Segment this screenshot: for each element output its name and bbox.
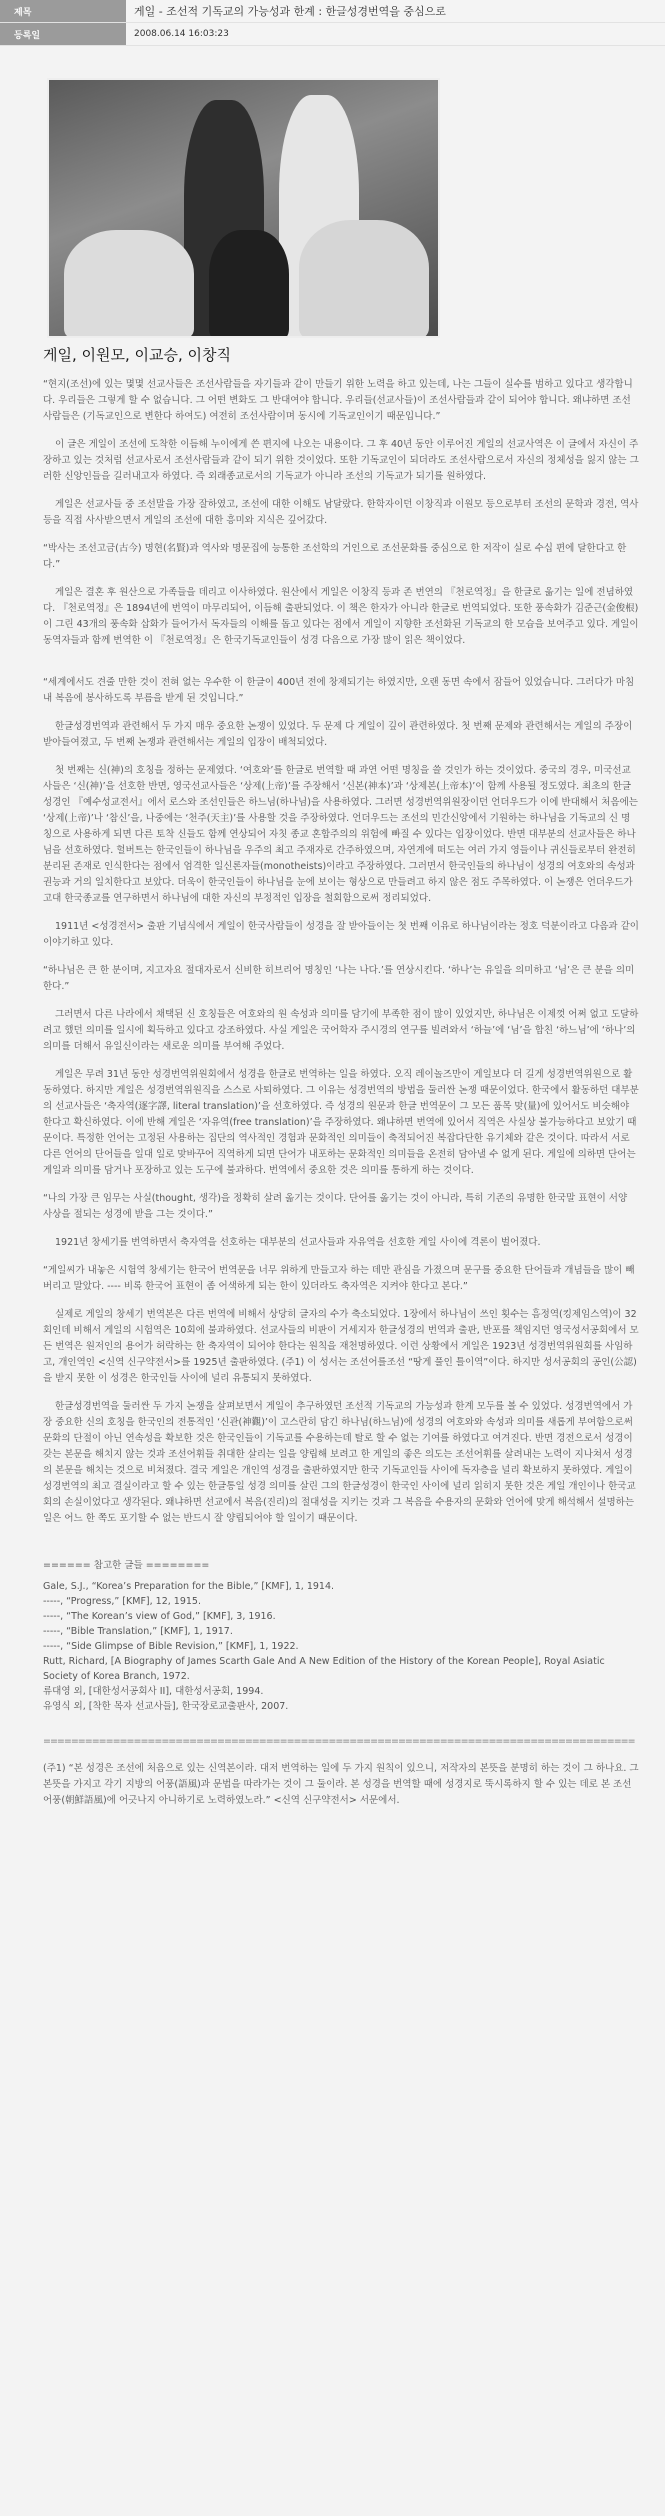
title-row <box>0 0 665 23</box>
reference-item: Gale, S.J., “Korea’s Preparation for the Bible,” [KMF], 1, 1914. <box>43 1581 335 1592</box>
post-title: 게일 - 조선적 기독교의 가능성과 한계 : 한글성경번역을 중심으로 <box>126 0 665 23</box>
reference-item: 유영식 외, [착한 목자 선교사들], 한국장로교출판사, 2007. <box>43 1701 289 1712</box>
date-label: 등록일 <box>0 23 126 46</box>
paragraph: 게일은 선교사들 중 조선말을 가장 잘하였고, 조선에 대한 이해도 남달랐다. 한학자이던 이창직과 이원모 등으로부터 조선의 문학과 경전, 역사 등을 직접 사사받으면서 게일의 조선에 대한 흥미와 지식은 깊어갔다. <box>43 499 639 526</box>
paragraph: “게일씨가 내놓은 시험역 창세기는 한국어 번역문을 너무 위하게 만들고자 하는 데만 관심을 가졌으며 문구를 중요한 단어들과 개념들을 많이 빼버리고 말았다. ---- 비록 한국어 표현이 좀 어색하게 되는 한이 있더라도 축자역은 지켜야 한다고 본다.” <box>43 1265 635 1292</box>
reference-item: Rutt, Richard, [A Biography of James Scarth Gale And A New Edition of the History of the Korean People], Royal Asiatic Society of Korea Branch, 1972. <box>43 1656 605 1682</box>
divider-rule: ===================================================================================== <box>43 1736 635 1747</box>
paragraph: “세계에서도 견줄 만한 것이 전혀 없는 우수한 이 한글이 400년 전에 창제되기는 하였지만, 오랜 동면 속에서 잠들어 있었습니다. 그러다가 마침내 복음에 봉사하도록 부름을 받게 된 것입니다.” <box>43 677 635 704</box>
reference-item: -----, “Side Glimpse of Bible Revision,” [KMF], 1, 1922. <box>43 1641 299 1652</box>
paragraph: 첫 번째는 신(神)의 호칭을 정하는 문제였다. ‘여호와’를 한글로 번역할 때 과연 어떤 명칭을 쓸 것인가 하는 것이었다. 중국의 경우, 미국선교사들은 ‘신(神)’을 선호한 반면, 영국선교사들은 ‘상제(上帝)’를 주장해서 ‘신본(神本)’과 ‘상제본(上帝本)’이 함께 사용될 정도였다. 최초의 한글성경인 『예수성교전서』에서 로스와 조선인들은 하느님(하나님)을 사용하였다. 그러면 성경번역위원장이던 언더우드가 이에 반대해서 처음에는 ‘상제(上帝)’나 ‘참신’을, 나중에는 ‘천주(天主)’를 사용할 것을 주장하였다. 언더우드는 조선의 민간신앙에서 기원하는 하나님을 기독교의 신 명칭으로 사용하게 되면 다른 토착 신들도 함께 연상되어 자칫 종교 혼합주의의 위험에 빠질 수 있다는 입장이었다. 반면 대부분의 선교사들은 하나님을 선호하였다. 헐버트는 한국인들이 하나님을 우주의 최고 주재자로 간주하였으며, 자연계에 떠도는 여러 가지 영들이나 귀신들로부터 완전히 분리된 존재로 인식한다는 점에서 엄격한 일신론자들(monotheists)이라고 주장하였다. 그러면서 한국인들의 하나님이 성경의 여호와의 속성과 권능과 거의 일치한다고 보았다. 더욱이 한국인들이 하나님을 눈에 보이는 형상으로 만들려고 하지 않은 점도 주목하였다. 이 논쟁은 언더우드가 고대 한국종교를 연구하면서 하나님에 대한 자신의 부정적인 입장을 철회함으로써 정리되었다. <box>43 765 638 904</box>
paragraph: 실제로 게일의 창세기 번역본은 다른 번역에 비해서 상당히 글자의 수가 축소되었다. 1장에서 하나님이 쓰인 횟수는 흠정역(킹제임스역)이 32회인데 비해서 게일의 시험역은 10회에 불과하였다. 선교사들의 비판이 거세지자 한글성경의 번역과 출판, 반포를 책임지던 영국성서공회에서 모든 번역은 원저인의 용어가 허락하는 한 축자역이 되어야 한다는 원칙을 재천명하였다. 이런 상황에서 게일은 1923년 성경번역위원회를 사임하고, 개인역인 <신역 신구약전서>를 1925년 출판하였다. (주1) 이 성서는 조선어를조선 “땅게 풀인 틀이역”이다. 하지만 성서공회의 공인(公認)을 받지 못한 이 성경은 한국인들 사이에 널리 유통되지 못하였다. <box>43 1309 639 1384</box>
paragraph: 한글성경번역을 둘러싼 두 가지 논쟁을 살펴보면서 게일이 추구하였던 조선적 기독교의 가능성과 한계 모두를 볼 수 있었다. 성경번역에서 가장 중요한 신의 호칭을 한국인의 전통적인 ‘신관(神觀)’이 고스란히 담긴 하나님(하느님)에 성경의 여호와와 속성과 의미를 새롭게 부여함으로써 문화의 단절이 아닌 연속성을 확보한 것은 한국인들이 기독교를 수용하는데 탈로 할 수 없는 기여를 하였다고 여겨진다. 반면 경전으로서 성경이 갖는 본문을 해치지 않는 것과 조선어휘들 취대한 살리는 일을 양립해 보려고 한 게일의 좋은 의도는 조선어휘를 살려내는 노력이 지나쳐서 성경의 본문을 해치는 것으로 비쳐졌다. 결국 게일은 개인역 성경을 출판하였지만 한국 기독교인들 사이에 독자층을 널리 확보하지 못하였다. 게일이 성경번역의 최고 결실이라고 할 수 있는 한글통일 성경 의미를 살린 그의 한글성경이 한국인 사이에 널리 읽히지 못한 것은 게일 개인이나 한국교회의 손실이었다고 생각된다. 왜냐하면 선교에서 복음(진리)의 절대성을 지키는 것과 그 복음을 수용자의 문화와 언어에 맞게 해석해서 설명하는 일은 어느 한 쪽도 포기할 수 없는 반드시 잘 양립되어야 할 일이기 때문이다. <box>43 1401 636 1524</box>
reference-item: -----, “The Korean’s view of God,” [KMF], 3, 1916. <box>43 1611 276 1622</box>
date-row <box>0 23 665 46</box>
post-date: 2008.06.14 16:03:23 <box>126 23 665 46</box>
photo-caption: 게일, 이원모, 이교승, 이창직 <box>43 346 231 364</box>
reference-item: 류대영 외, [대한성서공회사 II], 대한성서공회, 1994. <box>43 1686 264 1697</box>
paragraph: “나의 가장 큰 임무는 사실(thought, 생각)을 정확히 살려 옮기는 것이다. 단어를 옮기는 것이 아니라, 특히 기존의 유명한 한국말 표현이 서양 사상을 절되는 성경에 받을 그는 것이다.” <box>43 1193 628 1220</box>
references-heading: ====== 참고한 글들 ======== <box>43 1560 210 1571</box>
title-label: 제목 <box>0 0 126 23</box>
paragraph: 그러면서 다른 나라에서 채택된 신 호칭들은 여호와의 원 속성과 의미를 담기에 부족한 점이 많이 있었지만, 하나님은 이제껏 어쩌 없고 도달하려고 했던 의미를 일시에 획득하고 있다고 강조하였다. 사실 게일은 국어학자 주시경의 연구를 빌려와서 ‘하늘’에 ‘님’을 합친 ‘하느님’에 ‘하나’의 의미를 더해서 유일신이라는 새로운 의미를 부여해 주었다. <box>43 1009 639 1052</box>
reference-item: -----, “Bible Translation,” [KMF], 1, 1917. <box>43 1626 233 1637</box>
reference-item: -----, “Progress,” [KMF], 12, 1915. <box>43 1596 201 1607</box>
paragraph: 1921년 창세기를 번역하면서 축자역을 선호하는 대부분의 선교사들과 자유역을 선호한 게일 사이에 격론이 벌어졌다. <box>55 1237 541 1248</box>
references-list <box>43 1579 639 1714</box>
paragraphs <box>43 377 639 1527</box>
paragraph: 게일은 결혼 후 원산으로 가족들을 데리고 이사하였다. 원산에서 게일은 이창직 등과 존 번연의 『천로역정』을 한글로 옮기는 일에 전념하였다. 『천로역정』은 1894년에 번역이 마무리되어, 이듬해 출판되었다. 이 책은 한자가 아니라 한글로 번역되었다. 또한 풍속화가 김준근(金俊根)이 그린 43개의 풍속화 삽화가 들어가서 독자들의 이해를 돕고 있다는 점에서 게일이 지향한 조선화된 기독교의 한 모습을 보여주고 있다. 게일이 동역자들과 함께 번역한 이 『천로역정』은 한국기독교인들이 성경 다음으로 가장 많이 읽은 책이었다. <box>43 587 639 646</box>
article-body <box>0 46 665 2516</box>
paragraph: “하나님은 큰 한 분이며, 지고자요 절대자로서 신비한 히브리어 명칭인 ‘나는 나다.’를 연상시킨다. ‘하나’는 유일을 의미하고 ‘님’은 큰 분을 의미한다.” <box>43 965 635 992</box>
paragraph: “박사는 조선고금(古今) 명현(名賢)과 역사와 명문집에 능통한 조선학의 거인으로 조선문화를 중심으로 한 저작이 실로 수십 편에 달한다고 한다.” <box>43 543 627 570</box>
paragraph: 이 글은 게일이 조선에 도착한 이듬해 누이에게 쓴 편지에 나오는 내용이다. 그 후 40년 동안 이루어진 게일의 선교사역은 이 글에서 자신이 주장하고 있는 것처럼 선교사로서 조선사람들과 같이 되기 위한 것이었다. 또한 기독교인이 되더라도 조선사람으로서 자신의 정체성을 잃지 않는 그러한 신앙인들을 길러내고자 하였다. 즉 외래종교로서의 기독교가 아니라 조선의 기독교가 되기를 원하였다. <box>43 439 639 482</box>
paragraph: 게일은 무려 31년 동안 성경번역위원회에서 성경을 한글로 번역하는 일을 하였다. 오직 레이놀즈만이 게일보다 더 길게 성경번역위원으로 활동하였다. 하지만 게일은 성경번역위원직을 스스로 사퇴하였다. 그 이유는 성경번역의 방법을 둘러싼 논쟁 때문이었다. 한국에서 활동하던 대부분의 선교사들은 ‘축자역(逐字譯, literal translation)’을 선호하였다. 즉 성경의 원문과 한글 번역문이 그 모든 품목 맞(量)에 있어서도 비슷해야 한다고 확신하였다. 이에 반해 게일은 ‘자유역(free translation)’을 주장하였다. 왜냐하면 번역에 있어서 직역은 사실상 불가능하다고 보았기 때문이다. 특정한 언어는 고정된 사용하는 집단의 역사적인 경험과 문화적인 의미들이 축적되어진 복잡다단한 유기체와 같은 것이다. 따라서 서로 다른 언어의 단어들을 일대 일로 맞바꾸어 직역하게 되면 단어가 내포하는 문화적인 의미들을 온전히 담아낼 수 없게 된다. 게일에 의하면 단어는 게일과 의미를 담거나 포장하고 있는 도구에 불과하다. 번역에서 중요한 것은 의미를 통하게 하는 것이다. <box>43 1069 639 1176</box>
paragraph: 1911년 <성경전서> 출판 기념식에서 게일이 한국사람들이 성경을 잘 받아들이는 첫 번째 이유로 하나님이라는 정호 덕분이라고 다음과 같이 이야기하고 있다. <box>43 921 639 948</box>
historical-photo <box>47 78 440 338</box>
paragraph: “현지(조선)에 있는 몇몇 선교사들은 조선사람들을 자기들과 같이 만들기 위한 노력을 하고 있는데, 나는 그들이 실수를 범하고 있다고 생각합니다. 우리들은 그렇게 할 수 없습니다. 그 어떤 변화도 그 반대여야 합니다. 우리들(선교사들)이 조선사람들과 같이 되어야 합니다. 왜냐하면 조선사람들은 (기독교인으로 변한다 하여도) 여전히 조선사람이며 동시에 기독교인이기 때문입니다.” <box>43 379 633 422</box>
footnote: (주1) “본 성경은 조선에 처음으로 있는 신역본이라. 대저 번역하는 일에 두 가지 원칙이 있으니, 저작자의 본뜻을 분명히 하는 것이 그 하나요. 그 본뜻을 가지고 각기 지방의 어풍(語風)과 문법을 따라가는 것이 그 둘이라. 본 성경을 번역할 때에 성경지로 뚝시록하지 할 수 있는 데로 본 조선어풍(朝鮮語風)에 어긋나지 아니하기로 노력하였노라.” <신역 신구약전서> 서문에서. <box>43 1763 639 1806</box>
post-meta-table <box>0 0 665 46</box>
paragraph: 한글성경번역과 관련해서 두 가지 매우 중요한 논쟁이 있었다. 두 문제 다 게일이 깊이 관련하였다. 첫 번째 문제와 관련해서는 게일의 주장이 받아들여졌고, 두 번째 논쟁과 관련해서는 게일의 입장이 배척되었다. <box>43 721 633 748</box>
